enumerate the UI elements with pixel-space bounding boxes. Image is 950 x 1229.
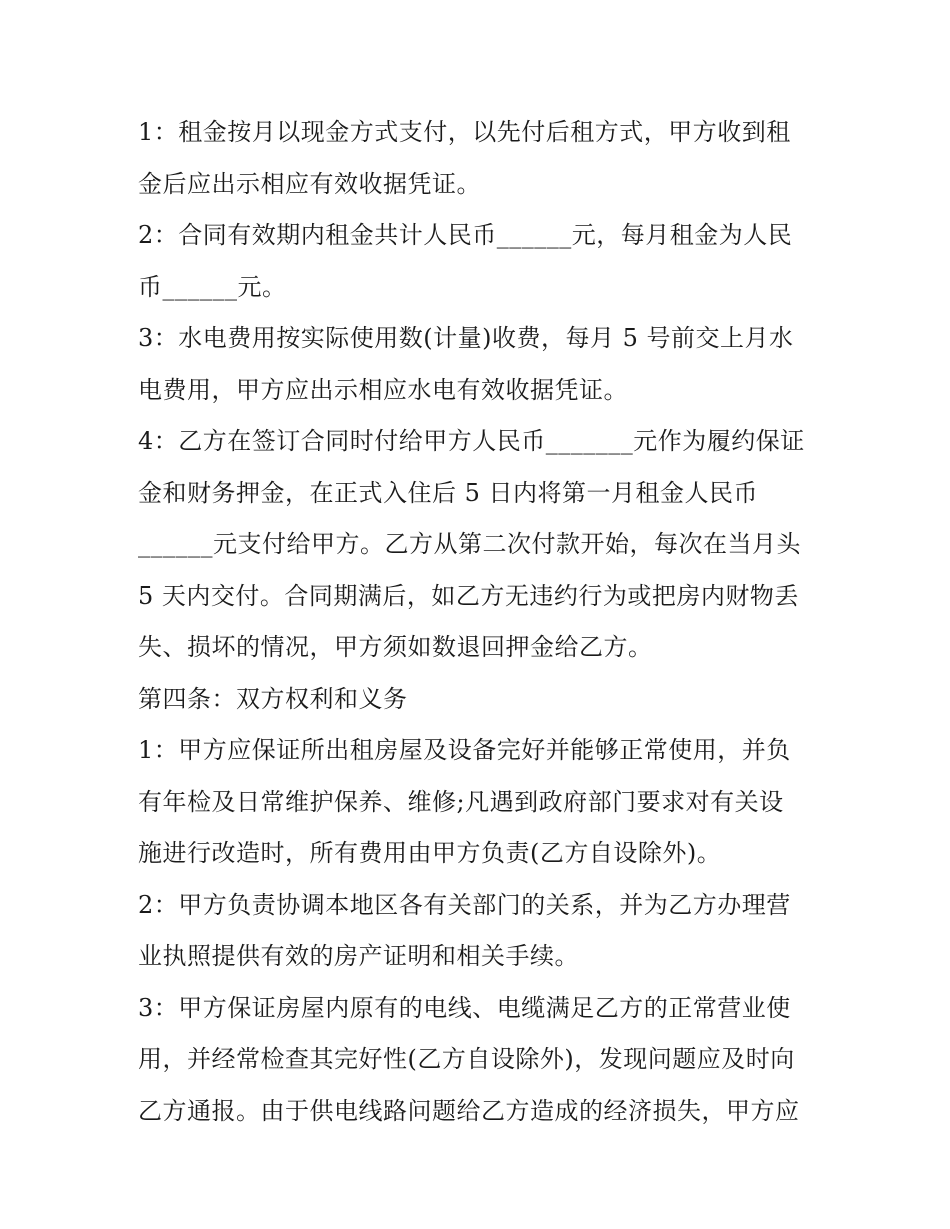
text-line: 电费用，甲方应出示相应水电有效收据凭证。 <box>138 375 628 404</box>
text-line: 1：甲方应保证所出租房屋及设备完好并能够正常使用，并负 <box>138 736 791 764</box>
text-line: 1：租金按月以现金方式支付，以先付后租方式，甲方收到租 <box>138 118 791 146</box>
text-line: ______元支付给甲方。乙方从第二次付款开始，每次在当月头 <box>138 530 801 558</box>
text-line: 金和财务押金，在正式入住后 5 日内将第一月租金人民币 <box>138 478 759 507</box>
text-line: 2：甲方负责协调本地区各有关部门的关系，并为乙方办理营 <box>138 890 791 919</box>
text-line: 业执照提供有效的房产证明和相关手续。 <box>138 942 579 970</box>
text-line: 有年检及日常维护保养、维修;凡遇到政府部门要求对有关设 <box>138 787 784 816</box>
section-heading: 第四条：双方权利和义务 <box>138 684 408 713</box>
text-line: 5 天内交付。合同期满后，如乙方无违约行为或把房内财物丢 <box>138 581 799 610</box>
text-line: 2：合同有效期内租金共计人民币______元，每月租金为人民 <box>138 221 793 249</box>
text-line: 施进行改造时，所有费用由甲方负责(乙方自设除外)。 <box>138 839 722 867</box>
text-line: 4：乙方在签订合同时付给甲方人民币_______元作为履约保证 <box>138 427 805 455</box>
text-line: 币______元。 <box>138 272 287 301</box>
text-line: 用，并经常检查其完好性(乙方自设除外)，发现问题应及时向 <box>138 1045 795 1073</box>
text-line: 金后应出示相应有效收据凭证。 <box>138 169 481 198</box>
text-line: 3：水电费用按实际使用数(计量)收费，每月 5 号前交上月水 <box>138 324 794 352</box>
document-body <box>138 107 818 1137</box>
text-line: 3：甲方保证房屋内原有的电线、电缆满足乙方的正常营业使 <box>138 993 791 1022</box>
text-line: 失、损坏的情况，甲方须如数退回押金给乙方。 <box>138 633 653 661</box>
text-line: 乙方通报。由于供电线路问题给乙方造成的经济损失，甲方应 <box>138 1096 800 1125</box>
